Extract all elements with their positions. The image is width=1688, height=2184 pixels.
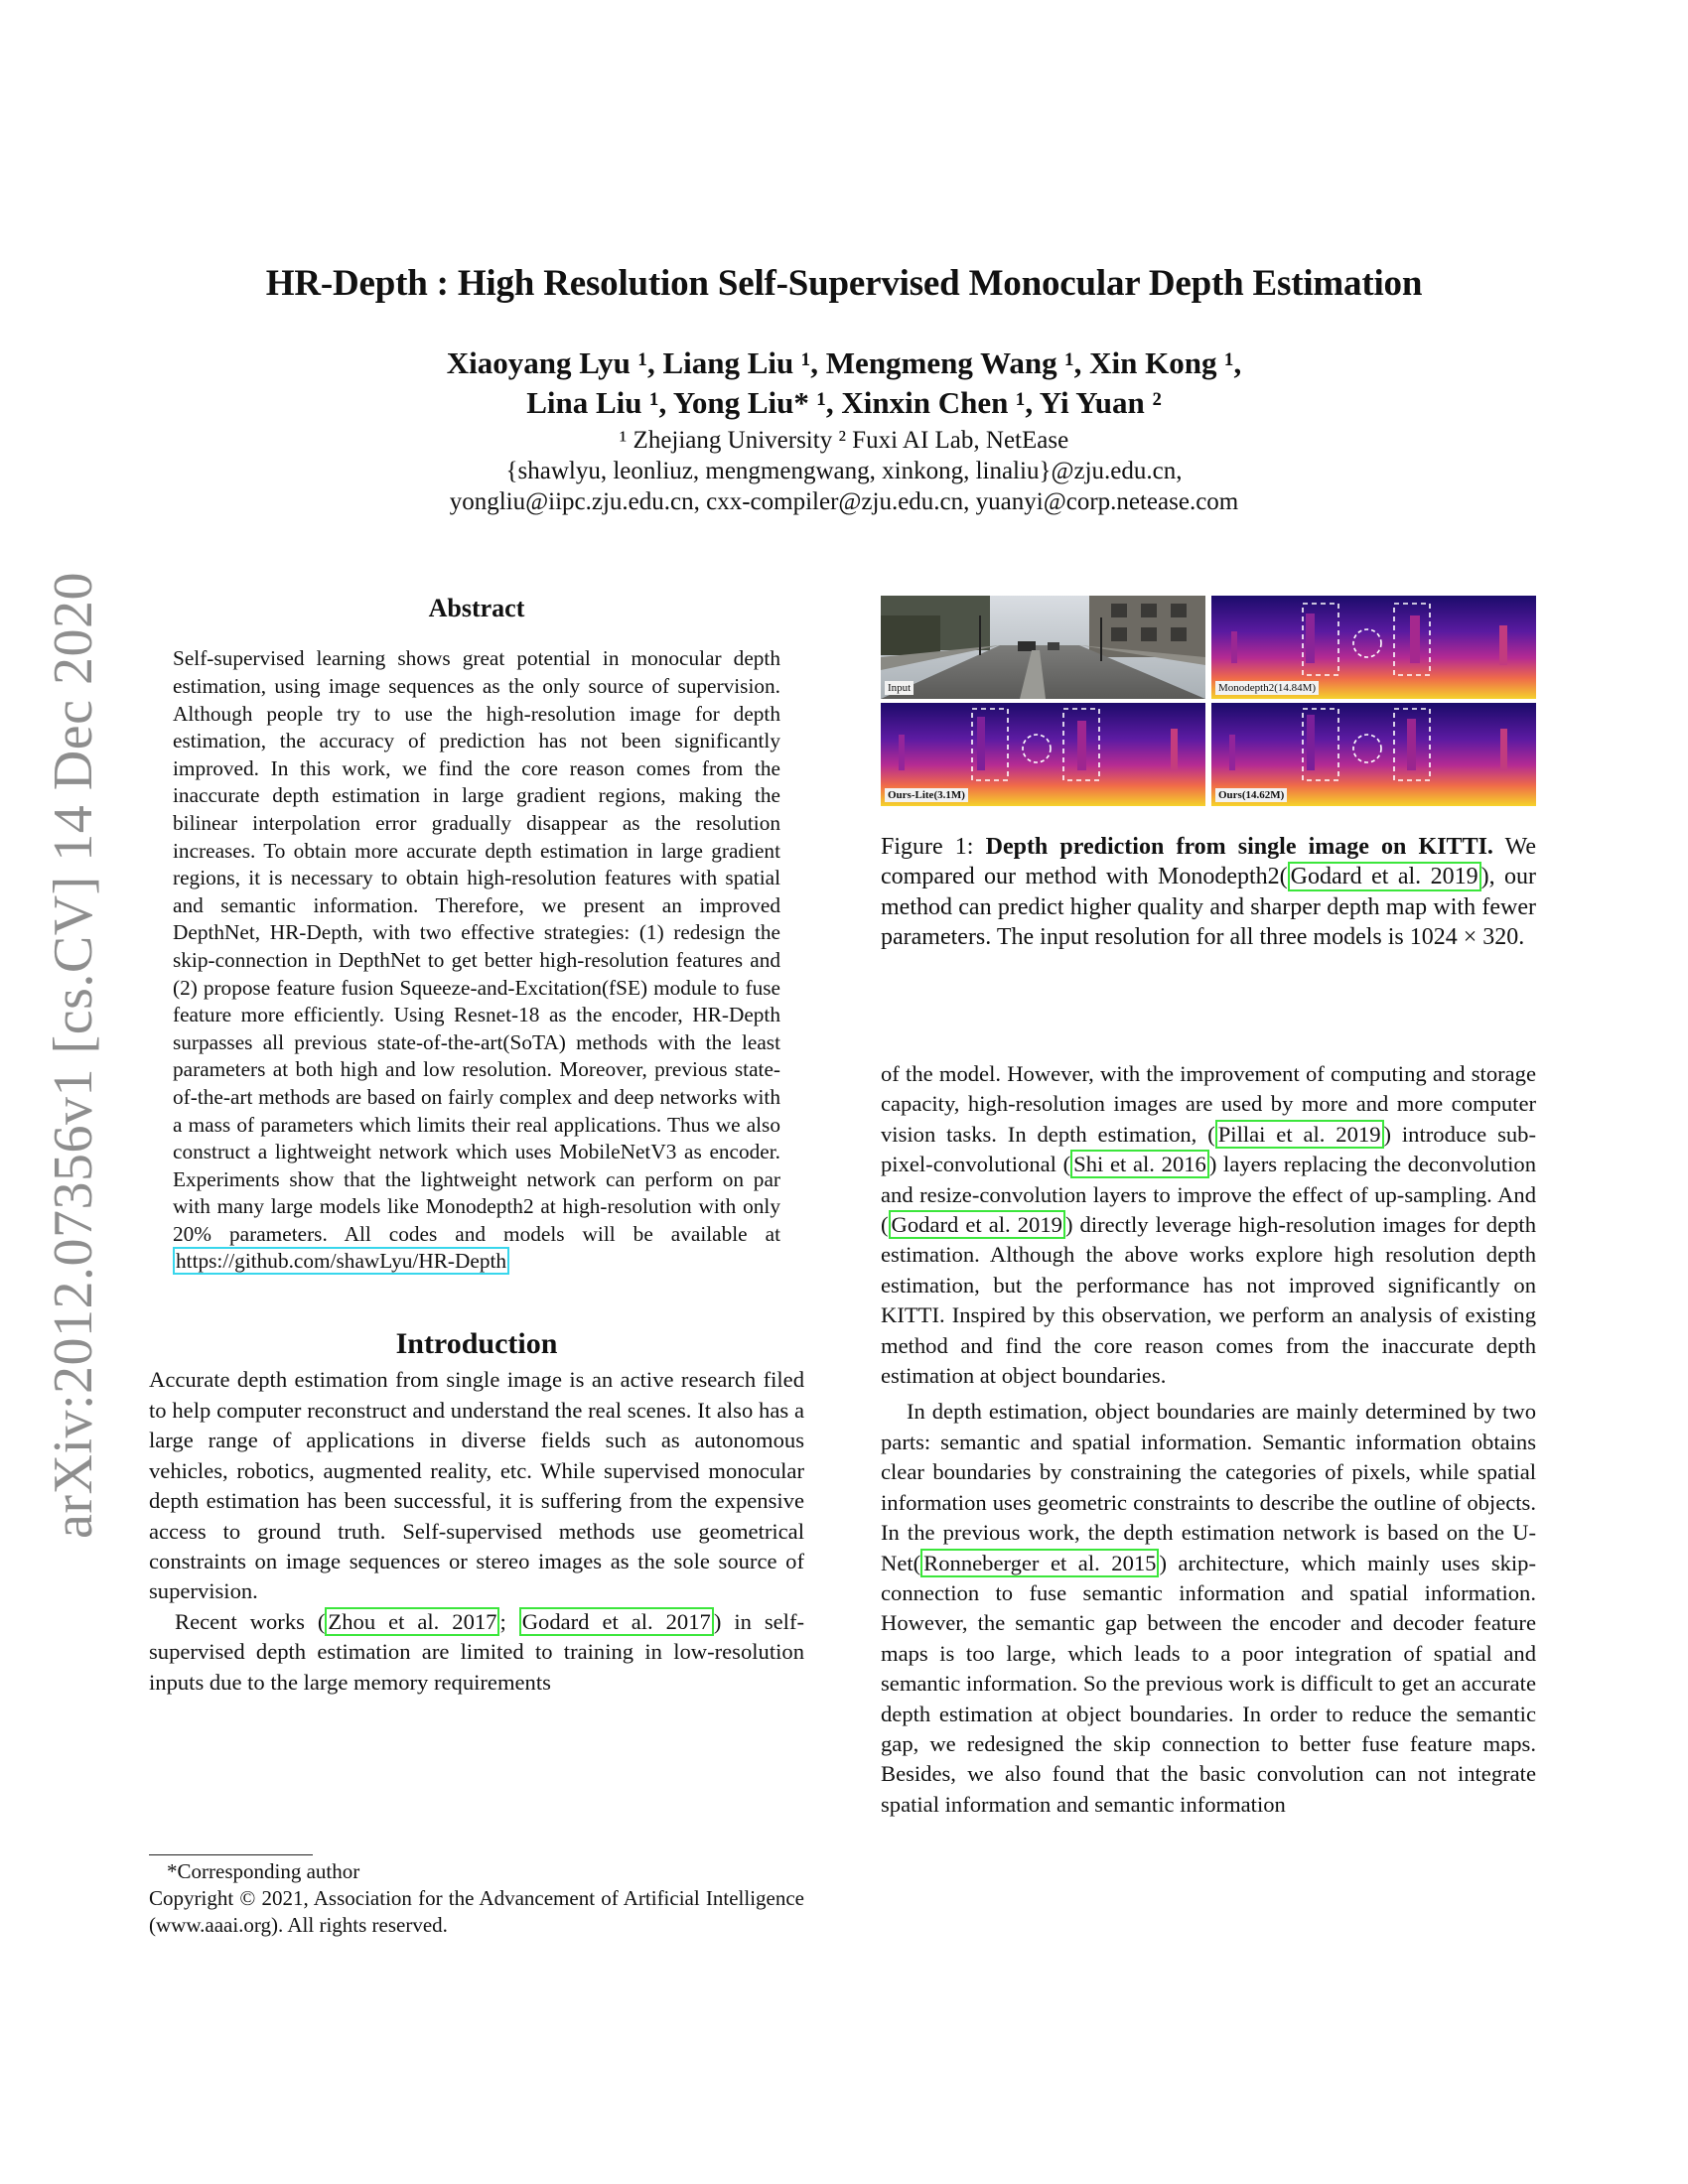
- citation-ronneberger-2015[interactable]: Ronneberger et al. 2015: [920, 1549, 1159, 1577]
- copyright-note: Copyright © 2021, Association for the Advancement of Artificial Intelligence (www.aaai.org). All rights reserved.: [149, 1886, 804, 1937]
- right-p1-text-d: ) directly leverage high-resolution images for depth estimation. Although the above works explore high resolution depth estimation, but the performance has not improved significantly on KITTI. Inspired by this observation, we perform an analysis of existing method and find the core reason comes from the inaccurate depth estimation at object boundaries.: [881, 1212, 1536, 1389]
- panel-label-ours-lite: Ours-Lite(3.1M): [885, 788, 968, 802]
- intro-paragraph-1: Accurate depth estimation from single image is an active research filed to help computer reconstruct and understand the real scenes. It also has a large range of applications in diverse fields such as autonomous vehicles, robotics, augmented reality, etc. While supervised monocular depth estimation has been successful, it is suffering from the expensive access to ground truth. Self-supervised methods use geometrical constraints on image sequences or stereo images as the sole source of supervision.: [149, 1367, 804, 1604]
- figure-1-caption: [881, 832, 1536, 953]
- affiliations: [0, 425, 1688, 517]
- right-paragraph-2: [881, 1397, 1536, 1820]
- caption-title: Depth prediction from single image on KITTI.: [985, 834, 1493, 860]
- footnote: [149, 1858, 804, 1939]
- paper-title: HR-Depth : High Resolution Self-Supervised Monocular Depth Estimation: [265, 263, 1423, 304]
- citation-godard-2017[interactable]: Godard et al. 2017: [519, 1607, 714, 1636]
- arxiv-stamp: arXiv:2012.07356v1 [cs.CV] 14 Dec 2020: [43, 572, 104, 1539]
- corresponding-note: *Corresponding author: [167, 1859, 360, 1883]
- authors-line-2: Lina Liu ¹, Yong Liu* ¹, Xinxin Chen ¹, Yi Yuan ²: [526, 385, 1162, 420]
- caption-label: Figure 1:: [881, 834, 986, 860]
- right-p1-text-c: ) layers replacing the deconvolution and resize-convolution layers to improve the effect of up-sampling. And (: [881, 1152, 1536, 1238]
- monodepth2-panel: [1211, 596, 1536, 699]
- input-image-panel: [881, 596, 1205, 699]
- abstract-heading: Abstract: [428, 594, 525, 622]
- citation-separator: ;: [499, 1608, 519, 1634]
- email-line-2: yongliu@iipc.zju.edu.cn, cxx-compiler@zju.edu.cn, yuanyi@corp.netease.com: [449, 488, 1239, 515]
- ours-panel: [1211, 703, 1536, 806]
- citation-godard-2019[interactable]: Godard et al. 2019: [1288, 862, 1481, 891]
- left-column: [149, 594, 804, 1698]
- right-p2-text-b: ) architecture, which mainly uses skip-connection to fuse semantic information and spatial information. However, the semantic gap between the encoder and decoder feature maps is too large, which leads to a poor integration of spatial and semantic information. So the previous work is difficult to get an accurate depth estimation at object boundaries. In order to reduce the semantic gap, we redesigned the skip connection to better fuse feature maps. Besides, we also found that the basic convolution can not integrate spatial information and semantic information: [881, 1550, 1537, 1817]
- caption-text-a: We compared our method with Monodepth2(: [881, 834, 1537, 890]
- right-p1-text-b: ) introduce sub-pixel-convolutional (: [881, 1121, 1536, 1177]
- introduction-heading: Introduction: [395, 1327, 558, 1361]
- citation-pillai-2019[interactable]: Pillai et al. 2019: [1215, 1120, 1384, 1149]
- panel-label-input: Input: [885, 681, 914, 695]
- figure-1: [881, 596, 1536, 806]
- citation-zhou-2017[interactable]: Zhou et al. 2017: [325, 1607, 499, 1636]
- citation-shi-2016[interactable]: Shi et al. 2016: [1070, 1150, 1209, 1178]
- panel-label-ours: Ours(14.62M): [1215, 788, 1287, 802]
- abstract-body: Self-supervised learning shows great potential in monocular depth estimation, using image sequences as the only source of supervision. Although people try to use the high-resolution image for depth estimation, the accuracy of prediction has not been significantly improved. In this work, we find the core reason comes from the inaccurate depth estimation in large gradient regions, making the bilinear interpolation error gradually disappear as the resolution increases. To obtain more accurate depth estimation in large gradient regions, it is necessary to obtain high-resolution features with spatial and semantic information. Therefore, we present an improved DepthNet, HR-Depth, with two effective strategies: (1) redesign the skip-connection in DepthNet to get better high-resolution features and (2) propose feature fusion Squeeze-and-Excitation(fSE) module to fuse feature more efficiently. Using Resnet-18 as the encoder, HR-Depth surpasses all previous state-of-the-art(SoTA) methods with the least parameters at both high and low resolution. Moreover, previous state-of-the-art methods are based on fairly complex and deep networks with a mass of parameters which limits their real applications. Thus we also construct a lightweight network which uses MobileNetV3 as encoder. Experiments show that the lightweight network can perform on par with many large models like Monodepth2 at high-resolution with only 20% parameters. All codes and models will be available at: [173, 646, 780, 1246]
- affiliation-line: ¹ Zhejiang University ² Fuxi AI Lab, NetEase: [619, 427, 1069, 454]
- author-list: [0, 343, 1688, 423]
- abstract-text: [149, 645, 804, 1276]
- ours-lite-panel: [881, 703, 1205, 806]
- right-column: [881, 1059, 1536, 1820]
- intro-paragraph-2: [149, 1607, 804, 1698]
- right-p1-text-a: of the model. However, with the improvement of computing and storage capacity, high-resolution images are used by more and more computer vision tasks. In depth estimation, (: [881, 1061, 1536, 1147]
- panel-label-monodepth2: Monodepth2(14.84M): [1215, 681, 1319, 695]
- authors-line-1: Xiaoyang Lyu ¹, Liang Liu ¹, Mengmeng Wang ¹, Xin Kong ¹,: [446, 345, 1242, 380]
- right-paragraph-1: [881, 1059, 1536, 1391]
- intro-p2-text-b: ) in self-supervised depth estimation are limited to training in low-resolution inputs due to the large memory requirements: [149, 1608, 805, 1695]
- caption-text-b: ), our method can predict higher quality and sharper depth map with fewer parameters. The input resolution for all three models is 1024 × 320.: [881, 864, 1536, 951]
- email-line-1: {shawlyu, leonliuz, mengmengwang, xinkong, linaliu}@zju.edu.cn,: [505, 458, 1183, 484]
- street-photo: [881, 596, 1205, 699]
- intro-p2-text-a: Recent works (: [175, 1608, 326, 1634]
- code-link[interactable]: https://github.com/shawLyu/HR-Depth: [173, 1247, 509, 1275]
- right-p2-text-a: In depth estimation, object boundaries are mainly determined by two parts: semantic and spatial information. Semantic information obtains clear boundaries by constraining the categories of pixels, while spatial information uses geometric constraints to describe the outline of objects. In the previous work, the depth estimation network is based on the U-Net(: [881, 1399, 1536, 1575]
- footnote-rule: [149, 1854, 313, 1855]
- citation-godard-2019-b[interactable]: Godard et al. 2019: [889, 1210, 1065, 1239]
